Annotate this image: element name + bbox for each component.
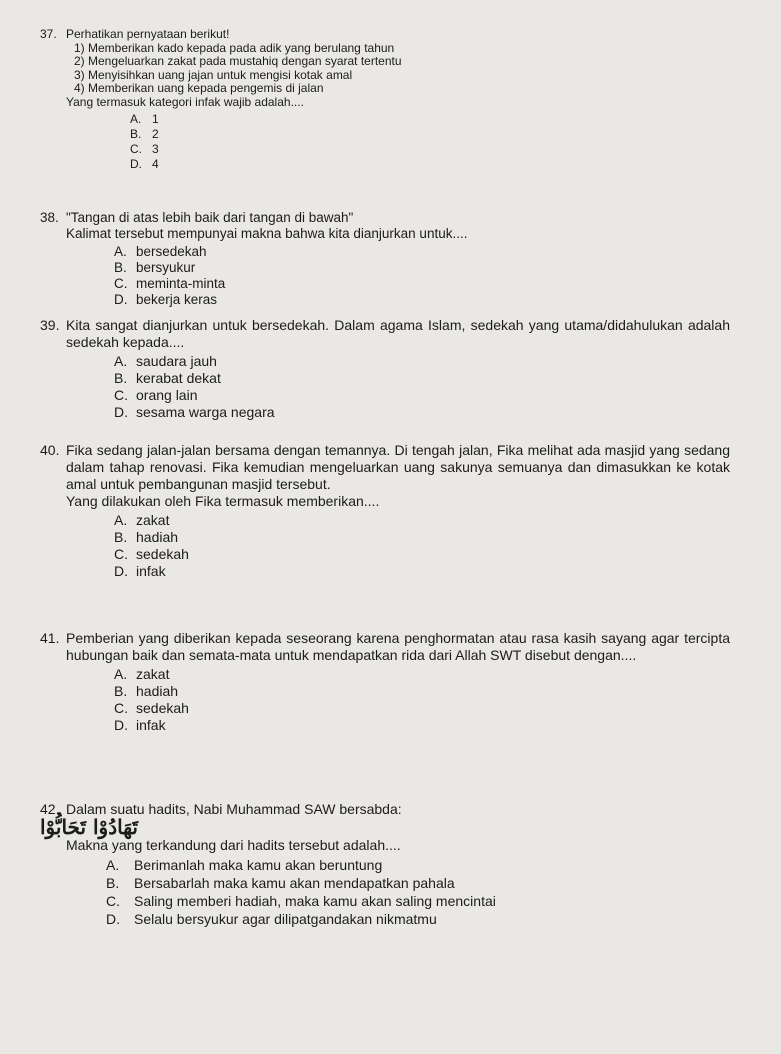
option-c[interactable]	[114, 276, 730, 292]
option-letter: B.	[114, 370, 128, 386]
option-text: bersyukur	[136, 260, 196, 275]
question-text: Pemberian yang diberikan kepada seseorang karena penghormatan atau rasa kasih sayang agar tercipta hubungan baik dan semata-mata untuk mendapatkan rida dari Allah SWT disebut dengan....	[66, 630, 730, 663]
option-letter: D.	[106, 911, 120, 927]
option-b[interactable]	[106, 874, 730, 892]
question-text: Kalimat tersebut mempunyai makna bahwa kita dianjurkan untuk....	[66, 226, 468, 241]
option-d[interactable]	[114, 404, 730, 421]
question-number: 38.	[40, 210, 59, 225]
question-quote: "Tangan di atas lebih baik dari tangan di bawah"	[66, 210, 354, 225]
option-b[interactable]	[114, 260, 730, 276]
option-text: saudara jauh	[136, 353, 217, 369]
option-letter: A.	[130, 111, 142, 126]
option-text: hadiah	[136, 683, 179, 699]
option-text: sedekah	[136, 546, 189, 562]
option-text: 2	[152, 126, 159, 141]
option-c[interactable]	[114, 546, 730, 563]
option-a[interactable]	[114, 512, 730, 529]
option-a[interactable]	[130, 112, 730, 127]
option-a[interactable]	[106, 856, 730, 874]
option-c[interactable]	[114, 700, 730, 717]
question-42	[40, 800, 730, 928]
option-list	[66, 666, 730, 734]
question-passage: Fika sedang jalan-jalan bersama dengan temannya. Di tengah jalan, Fika melihat ada masjid yang sedang dalam tahap renovasi. Fika kemudian mengeluarkan uang sakunya semuanya dan dimasukkan ke kotak amal untuk pembangunan masjid tersebut.	[66, 442, 730, 492]
option-c[interactable]	[130, 142, 730, 157]
option-text: Saling memberi hadiah, maka kamu akan saling mencintai	[134, 893, 496, 909]
option-b[interactable]	[130, 127, 730, 142]
option-text: 4	[152, 156, 159, 171]
question-40	[40, 442, 730, 580]
option-d[interactable]	[114, 717, 730, 734]
option-letter: C.	[114, 546, 128, 562]
option-list	[66, 512, 730, 580]
option-b[interactable]	[114, 529, 730, 546]
question-41	[40, 630, 730, 734]
option-b[interactable]	[114, 683, 730, 700]
option-text: orang lain	[136, 387, 198, 403]
option-letter: B.	[114, 260, 127, 275]
option-text: 3	[152, 141, 159, 156]
question-37	[40, 28, 730, 172]
option-text: hadiah	[136, 529, 179, 545]
option-text: kerabat dekat	[136, 370, 221, 386]
question-number: 42.	[40, 801, 60, 817]
option-letter: C.	[114, 276, 128, 291]
option-letter: A.	[114, 353, 128, 369]
option-list	[66, 112, 730, 172]
statement: 3) Menyisihkan uang jajan untuk mengisi kotak amal	[74, 67, 353, 82]
option-d[interactable]	[106, 910, 730, 928]
option-d[interactable]	[114, 563, 730, 580]
option-letter: C.	[130, 141, 142, 156]
option-a[interactable]	[114, 244, 730, 260]
option-d[interactable]	[114, 292, 730, 308]
option-a[interactable]	[114, 353, 730, 370]
question-number: 39.	[40, 317, 60, 333]
option-letter: B.	[114, 683, 128, 699]
option-text: Selalu bersyukur agar dilipatgandakan nikmatmu	[134, 911, 437, 927]
option-text: meminta-minta	[136, 276, 226, 291]
option-text: Berimanlah maka kamu akan beruntung	[134, 857, 383, 873]
statement: 2) Mengeluarkan zakat pada mustahiq dengan syarat tertentu	[74, 54, 402, 69]
option-d[interactable]	[130, 157, 730, 172]
option-list	[66, 856, 730, 928]
option-letter: C.	[114, 700, 128, 716]
option-text: 1	[152, 111, 159, 126]
option-a[interactable]	[114, 666, 730, 683]
option-letter: A.	[106, 857, 120, 873]
question-text: Makna yang terkandung dari hadits tersebut adalah....	[66, 837, 401, 853]
question-text: Yang termasuk kategori infak wajib adalah....	[66, 94, 304, 109]
option-text: bersedekah	[136, 244, 207, 259]
hadith-arabic: تَهَادُوْا تَحَابُّوْا	[40, 815, 138, 839]
option-text: zakat	[136, 666, 170, 682]
option-letter: A.	[114, 244, 127, 259]
option-letter: D.	[114, 717, 128, 733]
option-letter: B.	[114, 529, 128, 545]
option-text: Bersabarlah maka kamu akan mendapatkan pahala	[134, 875, 455, 891]
option-letter: D.	[130, 156, 142, 171]
question-number: 41.	[40, 630, 60, 646]
option-list	[66, 244, 730, 308]
option-letter: C.	[106, 893, 120, 909]
statement: 1) Memberikan kado kepada pada adik yang berulang tahun	[74, 40, 395, 55]
option-c[interactable]	[106, 892, 730, 910]
question-number: 37.	[40, 27, 57, 41]
option-letter: D.	[114, 563, 128, 579]
option-letter: A.	[114, 666, 128, 682]
option-text: sesama warga negara	[136, 404, 275, 420]
option-text: sedekah	[136, 700, 189, 716]
option-letter: C.	[114, 387, 128, 403]
option-c[interactable]	[114, 387, 730, 404]
question-38	[40, 210, 730, 308]
statement: 4) Memberikan uang kepada pengemis di jalan	[74, 81, 324, 96]
option-list	[66, 353, 730, 421]
question-intro: Perhatikan pernyataan berikut!	[66, 27, 230, 41]
option-text: zakat	[136, 512, 170, 528]
option-b[interactable]	[114, 370, 730, 387]
question-text: Yang dilakukan oleh Fika termasuk memberikan....	[66, 493, 380, 509]
statement-list	[74, 42, 730, 96]
question-text: Kita sangat dianjurkan untuk bersedekah. Dalam agama Islam, sedekah yang utama/didahulukan adalah sedekah kepada....	[66, 317, 730, 350]
option-letter: B.	[130, 126, 142, 141]
question-39	[40, 317, 730, 421]
option-letter: B.	[106, 875, 120, 891]
question-intro: Dalam suatu hadits, Nabi Muhammad SAW bersabda:	[66, 801, 402, 817]
option-letter: A.	[114, 512, 128, 528]
option-text: infak	[136, 563, 166, 579]
option-letter: D.	[114, 292, 128, 307]
option-letter: D.	[114, 404, 128, 420]
question-number: 40.	[40, 442, 60, 458]
option-text: infak	[136, 717, 166, 733]
option-text: bekerja keras	[136, 292, 218, 307]
